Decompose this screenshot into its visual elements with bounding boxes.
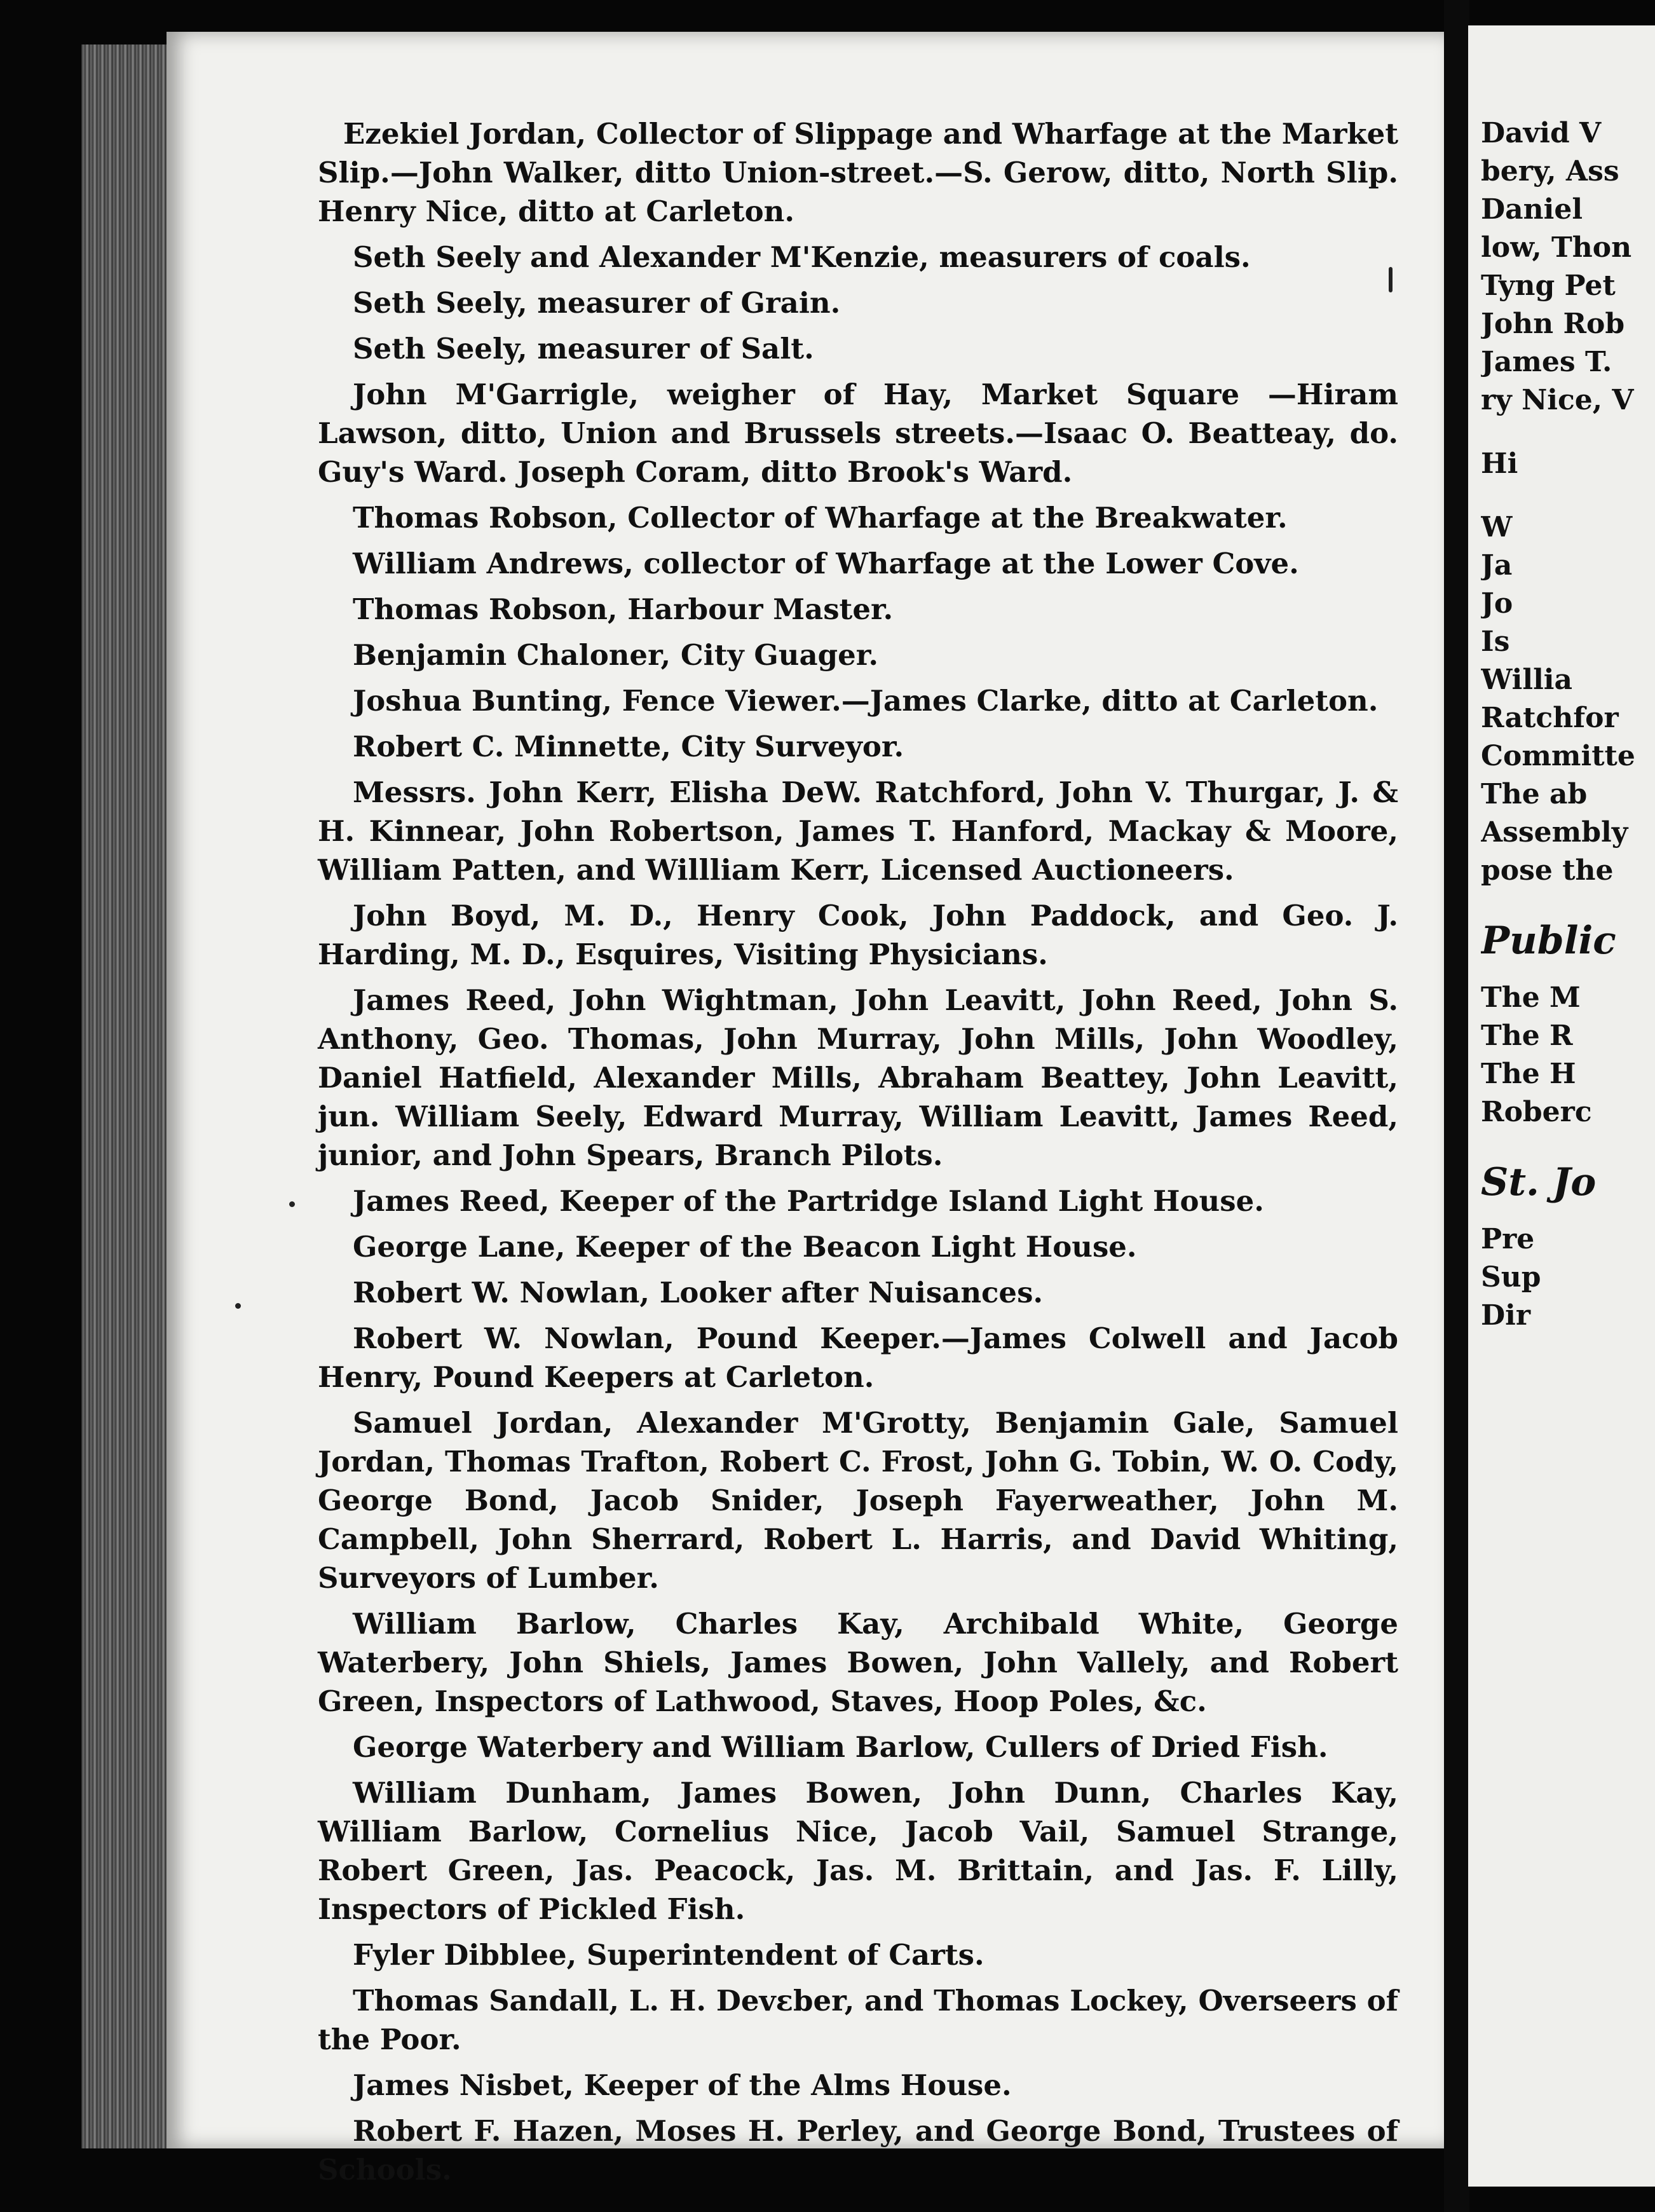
facing-page-text xyxy=(1481,114,1655,1335)
facing-line: Public xyxy=(1481,918,1616,963)
list-entry: Robert W. Nowlan, Looker after Nuisances. xyxy=(353,1276,1044,1309)
facing-line: pose the xyxy=(1481,854,1614,887)
facing-line: low, Thon xyxy=(1481,231,1632,264)
facing-line: John Rob xyxy=(1481,308,1625,340)
facing-line xyxy=(1481,420,1655,445)
list-entry: Thomas Sandall, L. H. Devεber, and Thomas Lockey, Overseers of the Poor. xyxy=(318,1984,1398,2056)
list-entry: Messrs. John Kerr, Elisha DeW. Ratchford, John V. Thurgar, J. & H. Kinnear, John Robertson, James T. Hanford, Mackay & Moore, William Patten, and Willliam Kerr, Licensed Auctioneers. xyxy=(318,775,1398,887)
facing-line: Committe xyxy=(1481,740,1635,772)
list-entry: William Dunham, James Bowen, John Dunn, Charles Kay, William Barlow, Cornelius Nice, Jacob Vail, Samuel Strange, Robert Green, Jas. Peacock, Jas. M. Brittain, and Jas. F. Lilly, Inspectors of Pickled Fish. xyxy=(318,1776,1398,1926)
list-entry: William Barlow, Charles Kay, Archibald White, George Waterbery, John Shiels, James Bowen, John Vallely, and Robert Green, Inspectors of Lathwood, Staves, Hoop Poles, &c. xyxy=(318,1607,1398,1718)
facing-line: The ab xyxy=(1481,778,1588,810)
facing-line: Daniel xyxy=(1481,193,1583,226)
facing-line: Roberc xyxy=(1481,1096,1592,1128)
facing-line: Pre xyxy=(1481,1223,1535,1255)
list-entry: Robert W. Nowlan, Pound Keeper.—James Colwell and Jacob Henry, Pound Keepers at Carleton. xyxy=(318,1321,1398,1394)
facing-line: Willia xyxy=(1481,664,1573,696)
list-entry: Robert C. Minnette, City Surveyor. xyxy=(353,730,904,763)
list-entry: James Reed, John Wightman, John Leavitt, John Reed, John S. Anthony, Geo. Thomas, John Murray, John Mills, John Woodley, Daniel Hatfield, Alexander Mills, Abraham Beattey, John Leavitt, jun. William Seely, Edward Murray, William Leavitt, James Reed, junior, and John Spears, Branch Pilots. xyxy=(318,983,1398,1172)
facing-line: David V xyxy=(1481,117,1602,149)
facing-line: W xyxy=(1481,511,1513,543)
facing-line xyxy=(1481,483,1655,509)
facing-line xyxy=(1481,890,1655,915)
list-entry: Joshua Bunting, Fence Viewer.—James Clarke, ditto at Carleton. xyxy=(353,684,1379,718)
list-entry: George Lane, Keeper of the Beacon Light House. xyxy=(353,1230,1137,1264)
list-entry: Thomas Robson, Harbour Master. xyxy=(353,592,894,626)
facing-line: Hi xyxy=(1481,447,1518,480)
list-entry: George Waterbery and William Barlow, Cullers of Dried Fish. xyxy=(353,1730,1328,1764)
facing-line: Ja xyxy=(1481,549,1513,582)
list-entry: Seth Seely, measurer of Salt. xyxy=(353,332,814,365)
facing-line: Dir xyxy=(1481,1299,1531,1332)
list-entry: Ezekiel Jordan, Collector of Slippage and Wharfage at the Market Slip.—John Walker, ditto Union-street.—S. Gerow, ditto, North Slip. Henry Nice, ditto at Carleton. xyxy=(318,117,1398,228)
facing-line: Ratchfor xyxy=(1481,702,1619,734)
list-entry: Benjamin Chaloner, City Guager. xyxy=(353,638,878,672)
facing-line: Is xyxy=(1481,625,1510,658)
facing-line: Sup xyxy=(1481,1261,1541,1294)
facing-line: James T. xyxy=(1481,346,1612,378)
list-entry: John M'Garrigle, weigher of Hay, Market Square —Hiram Lawson, ditto, Union and Brussels streets.—Isaac O. Beatteay, do. Guy's Ward. Joseph Coram, ditto Brook's Ward. xyxy=(318,378,1398,489)
facing-line: The R xyxy=(1481,1020,1573,1052)
facing-line: The H xyxy=(1481,1058,1576,1090)
facing-line xyxy=(1481,1131,1655,1157)
facing-line: Tyng Pet xyxy=(1481,270,1616,302)
page-edges xyxy=(81,44,177,2148)
list-entry: Thomas Robson, Collector of Wharfage at the Breakwater. xyxy=(353,501,1288,535)
list-entry: James Reed, Keeper of the Partridge Island Light House. xyxy=(353,1184,1264,1218)
list-entry: John Boyd, M. D., Henry Cook, John Paddock, and Geo. J. Harding, M. D., Esquires, Visiting Physicians. xyxy=(318,899,1398,971)
officers-list xyxy=(318,114,1398,2196)
facing-line: ry Nice, V xyxy=(1481,384,1634,416)
facing-line: bery, Ass xyxy=(1481,155,1619,188)
book-gutter xyxy=(1444,0,1469,2212)
list-entry: James Nisbet, Keeper of the Alms House. xyxy=(353,2068,1012,2102)
list-entry: Seth Seely and Alexander M'Kenzie, measurers of coals. xyxy=(353,240,1251,274)
list-entry: Seth Seely, measurer of Grain. xyxy=(353,286,841,320)
facing-line: Jo xyxy=(1481,587,1513,620)
list-entry: Fyler Dibblee, Superintendent of Carts. xyxy=(353,1938,984,1972)
facing-line: The M xyxy=(1481,981,1581,1014)
facing-line: St. Jo xyxy=(1481,1160,1597,1205)
facing-line: Assembly xyxy=(1481,816,1628,849)
list-entry: William Andrews, collector of Wharfage at the Lower Cove. xyxy=(353,547,1299,580)
list-entry: Robert F. Hazen, Moses H. Perley, and George Bond, Trustees of Schools. xyxy=(318,2114,1398,2187)
list-entry: Samuel Jordan, Alexander M'Grotty, Benjamin Gale, Samuel Jordan, Thomas Trafton, Robert C. Frost, John G. Tobin, W. O. Cody, George Bond, Jacob Snider, Joseph Fayerweather, John M. Campbell, John Sherrard, Robert L. Harris, and David Whiting, Surveyors of Lumber. xyxy=(318,1406,1398,1595)
